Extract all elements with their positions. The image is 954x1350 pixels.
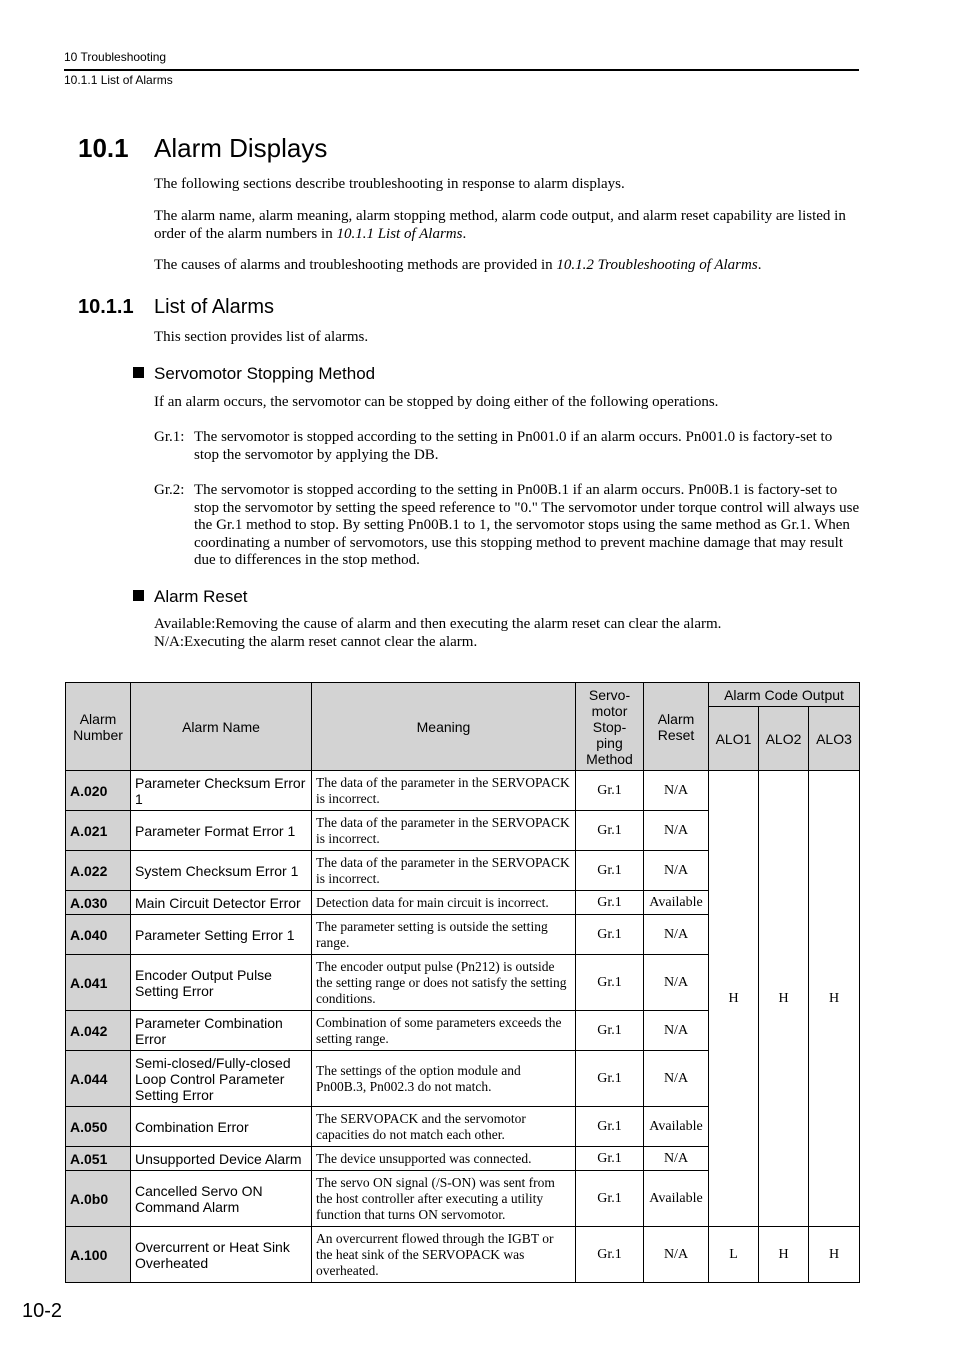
alarm-reset: N/A: [644, 851, 709, 891]
header-stopping-method: Servo- motor Stop- ping Method: [576, 683, 644, 771]
alarm-name: Unsupported Device Alarm: [131, 1147, 312, 1171]
table-row: [66, 771, 860, 811]
stopping-method: Gr.1: [576, 955, 644, 1011]
alo1-value: H: [709, 771, 759, 1227]
header-alo2: ALO2: [759, 707, 809, 771]
alarm-meaning: The settings of the option module and Pn00B.3, Pn002.3 do not match.: [312, 1051, 576, 1107]
alarm-name: Cancelled Servo ON Command Alarm: [131, 1171, 312, 1227]
header-alarm-reset: Alarm Reset: [644, 683, 709, 771]
running-header-chapter: 10 Troubleshooting: [64, 50, 167, 64]
subsection-title: List of Alarms: [154, 296, 275, 318]
alarm-meaning: The data of the parameter in the SERVOPACK is incorrect.: [312, 851, 576, 891]
alo3-value: H: [809, 1227, 860, 1283]
subsection-intro: This section provides list of alarms.: [154, 329, 369, 345]
section-title: Alarm Displays: [154, 133, 328, 163]
alarm-name: Main Circuit Detector Error: [131, 891, 312, 915]
stopping-method: Gr.1: [576, 1171, 644, 1227]
stopping-method: Gr.1: [576, 915, 644, 955]
alo2-value: H: [759, 1227, 809, 1283]
alarm-reset: N/A: [644, 915, 709, 955]
running-header-section: 10.1.1 List of Alarms: [64, 73, 173, 87]
alarm-number: A.040: [66, 915, 131, 955]
alarm-reset-heading: Alarm Reset: [133, 587, 248, 607]
reset-na-text: N/A:Executing the alarm reset cannot clear the alarm.: [154, 634, 478, 650]
alo1-value: L: [709, 1227, 759, 1283]
stopping-method: Gr.1: [576, 771, 644, 811]
header-alo3: ALO3: [809, 707, 860, 771]
cross-reference: 10.1.2 Troubleshooting of Alarms: [556, 257, 758, 273]
alarm-reset: N/A: [644, 771, 709, 811]
alarm-reset: N/A: [644, 1051, 709, 1107]
alarm-number: A.044: [66, 1051, 131, 1107]
gr2-text: The servomotor is stopped according to the setting in Pn00B.1 if an alarm occurs. Pn00B.1 is factory-set to stop the servomotor by setting the speed reference to "0." The servomotor under torque control will always use the Gr.1 method to stop. By setting Pn00B.1 to 1, the servomotor stops using the same method as Gr.1. When coordinating a number of servomotors, use this stopping method to prevent machine damage that may result due to differences in the stop method.: [194, 482, 860, 568]
alarm-name: Combination Error: [131, 1107, 312, 1147]
alarm-meaning: The parameter setting is outside the setting range.: [312, 915, 576, 955]
gr1-text: The servomotor is stopped according to the setting in Pn001.0 if an alarm occurs. Pn001.0 is factory-set to stop the servomotor by applying the DB.: [194, 429, 833, 463]
stopping-method: Gr.1: [576, 1051, 644, 1107]
alarm-number: A.021: [66, 811, 131, 851]
alarm-meaning: The encoder output pulse (Pn212) is outside the setting range or does not satisfy the setting conditions.: [312, 955, 576, 1011]
listing-paragraph: The alarm name, alarm meaning, alarm stopping method, alarm code output, and alarm reset capability are listed in order of the alarm numbers in 10.1.1 List of Alarms.: [154, 208, 846, 242]
alarm-reset: N/A: [644, 955, 709, 1011]
alarm-number: A.022: [66, 851, 131, 891]
alarm-reset: N/A: [644, 1147, 709, 1171]
alarm-name: Parameter Checksum Error 1: [131, 771, 312, 811]
header-alarm-number: Alarm Number: [66, 683, 131, 771]
alarm-name: System Checksum Error 1: [131, 851, 312, 891]
header-alarm-code-output: Alarm Code Output: [709, 683, 860, 707]
alarm-number: A.050: [66, 1107, 131, 1147]
reset-available-text: Available:Removing the cause of alarm and then executing the alarm reset can clear the alarm.: [154, 616, 722, 632]
stopping-method: Gr.1: [576, 1011, 644, 1051]
alarm-name: Parameter Combination Error: [131, 1011, 312, 1051]
alarm-number: A.030: [66, 891, 131, 915]
alarm-meaning: Detection data for main circuit is incorrect.: [312, 891, 576, 915]
header-alarm-name: Alarm Name: [131, 683, 312, 771]
alarm-meaning: The SERVOPACK and the servomotor capacities do not match each other.: [312, 1107, 576, 1147]
alarm-number: A.041: [66, 955, 131, 1011]
alarm-number: A.0b0: [66, 1171, 131, 1227]
alarm-name: Semi-closed/Fully-closed Loop Control Parameter Setting Error: [131, 1051, 312, 1107]
alarm-reset: N/A: [644, 1227, 709, 1283]
intro-paragraph: The following sections describe troubleshooting in response to alarm displays.: [154, 176, 625, 192]
alarm-name: Encoder Output Pulse Setting Error: [131, 955, 312, 1011]
stopping-intro: If an alarm occurs, the servomotor can be stopped by doing either of the following operations.: [154, 394, 719, 410]
square-bullet-icon: [133, 590, 144, 601]
alarm-meaning: The data of the parameter in the SERVOPACK is incorrect.: [312, 771, 576, 811]
cross-reference: 10.1.1 List of Alarms: [336, 225, 463, 242]
alarm-number: A.042: [66, 1011, 131, 1051]
alarm-reset: N/A: [644, 811, 709, 851]
stopping-method: Gr.1: [576, 1147, 644, 1171]
gr2-label: Gr.2:: [154, 482, 185, 498]
alarm-meaning: Combination of some parameters exceeds the setting range.: [312, 1011, 576, 1051]
stopping-method: Gr.1: [576, 851, 644, 891]
alarm-reset: N/A: [644, 1011, 709, 1051]
section-number: 10.1: [78, 133, 129, 163]
stopping-method: Gr.1: [576, 811, 644, 851]
header-meaning: Meaning: [312, 683, 576, 771]
table-row: [66, 1227, 860, 1283]
causes-paragraph: The causes of alarms and troubleshooting methods are provided in 10.1.2 Troubleshooting of Alarms.: [154, 257, 762, 273]
stopping-method-heading: Servomotor Stopping Method: [133, 364, 375, 384]
header-rule: [64, 69, 859, 71]
alarm-meaning: The servo ON signal (/S-ON) was sent from the host controller after executing a utility function that turns ON servomotor.: [312, 1171, 576, 1227]
stopping-method: Gr.1: [576, 1107, 644, 1147]
gr1-label: Gr.1:: [154, 429, 185, 445]
alarm-meaning: The data of the parameter in the SERVOPACK is incorrect.: [312, 811, 576, 851]
subsection-number: 10.1.1: [78, 296, 134, 318]
alo2-value: H: [759, 771, 809, 1227]
alarm-name: Parameter Setting Error 1: [131, 915, 312, 955]
alarm-name: Overcurrent or Heat Sink Overheated: [131, 1227, 312, 1283]
header-alo1: ALO1: [709, 707, 759, 771]
square-bullet-icon: [133, 367, 144, 378]
alarm-number: A.020: [66, 771, 131, 811]
alarm-table: [65, 682, 860, 1283]
alo3-value: H: [809, 771, 860, 1227]
alarm-meaning: The device unsupported was connected.: [312, 1147, 576, 1171]
alarm-number: A.051: [66, 1147, 131, 1171]
alarm-reset: Available: [644, 1171, 709, 1227]
stopping-method: Gr.1: [576, 891, 644, 915]
alarm-reset: Available: [644, 1107, 709, 1147]
page-number: 10-2: [22, 1300, 63, 1322]
alarm-name: Parameter Format Error 1: [131, 811, 312, 851]
alarm-number: A.100: [66, 1227, 131, 1283]
alarm-reset: Available: [644, 891, 709, 915]
alarm-meaning: An overcurrent flowed through the IGBT or the heat sink of the SERVOPACK was overheated.: [312, 1227, 576, 1283]
stopping-method: Gr.1: [576, 1227, 644, 1283]
